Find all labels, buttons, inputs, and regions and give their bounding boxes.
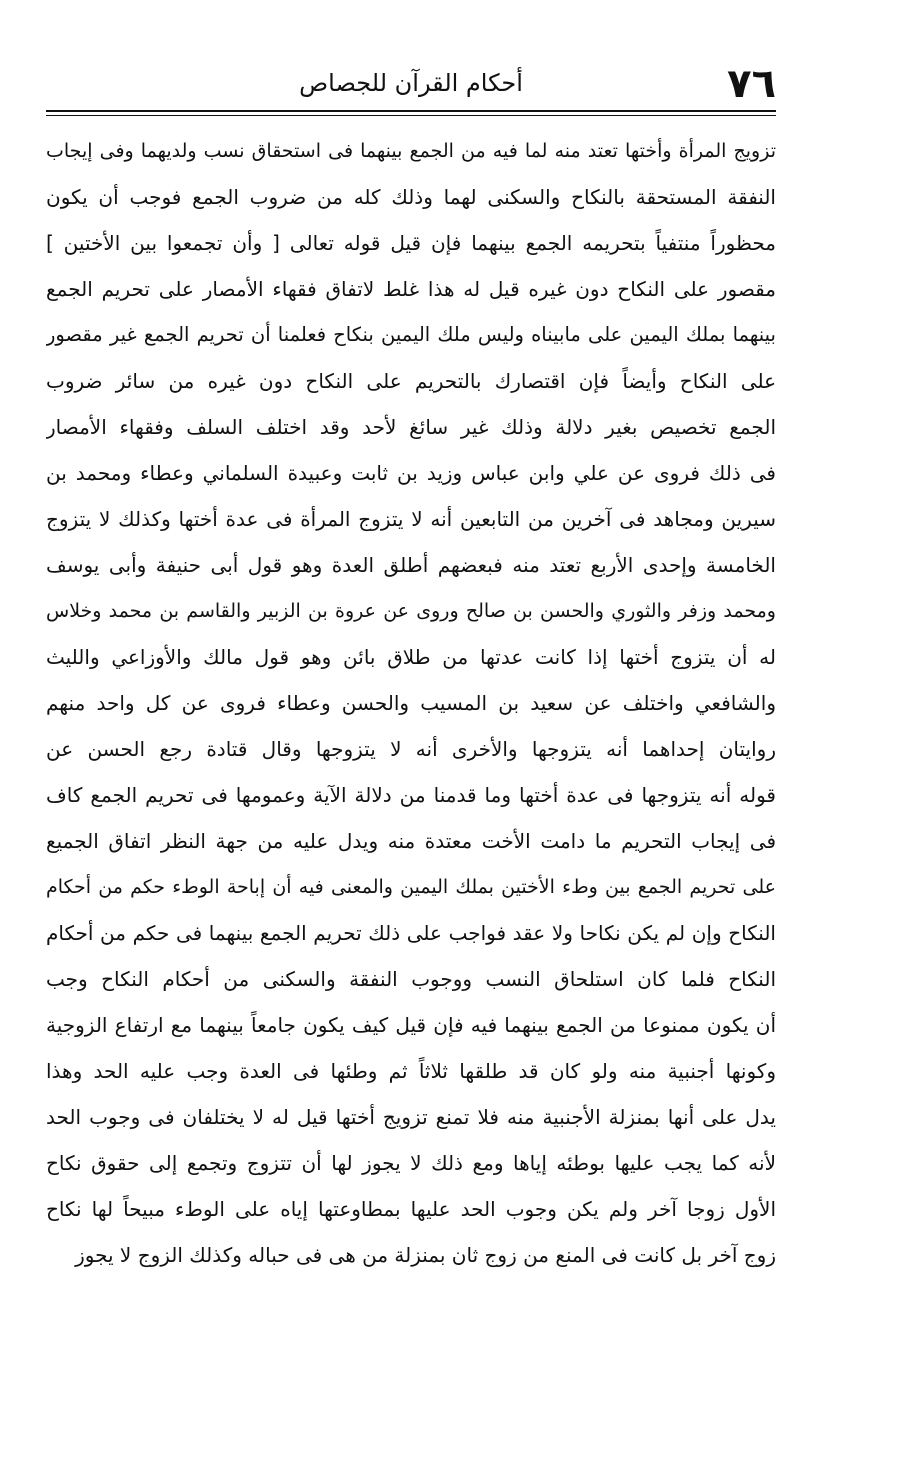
text-line: النكاح فلما كان استلحاق النسب ووجوب النفقة والسكنى من أحكام النكاح وجب: [46, 967, 776, 991]
header-rule: [46, 110, 776, 112]
text-line: فى ذلك فروى عن علي وابن عباس وزيد بن ثابت وعبيدة السلماني وعطاء ومحمد بن: [46, 461, 776, 485]
text-line: النكاح وإن لم يكن نكاحا ولا عقد فواجب على ذلك تحريم الجمع بينهما فى حكم من أحكام: [46, 921, 776, 945]
text-line: بينهما بملك اليمين على مابيناه وليس ملك اليمين بنكاح فعلمنا أن تحريم الجمع غير مقصور: [46, 323, 776, 346]
text-line: يدل على أنها بمنزلة الأجنبية منه فلا تمنع تزويج أختها قيل له لا يختلفان فى وجوب الحد: [46, 1105, 776, 1129]
page-header: [46, 60, 776, 110]
text-line: زوج آخر بل كانت فى المنع من زوج ثان بمنزلة من هى فى حباله وكذلك الزوج لا يجوز: [75, 1243, 776, 1267]
text-line: وكونها أجنبية منه ولو كان قد طلقها ثلاثاً ثم وطئها فى العدة وجب عليه الحد وهذا: [46, 1059, 776, 1083]
text-line: والشافعي واختلف عن سعيد بن المسيب والحسن وعطاء فروى عن كل واحد منهم: [46, 691, 776, 715]
text-line: الجمع تخصيص بغير دلالة وذلك غير سائغ لأحد وقد اختلف السلف وفقهاء الأمصار: [46, 415, 776, 439]
text-line: أن يكون ممنوعا من الجمع بينهما فيه فإن قيل كيف يكون جامعاً بينهما مع ارتفاع الزوجية: [46, 1013, 776, 1037]
text-line: روايتان إحداهما أنه يتزوجها والأخرى أنه لا يتزوجها وقال قتادة رجع الحسن عن: [46, 737, 776, 761]
body-text: [46, 128, 776, 1278]
running-title: أحكام القرآن للجصاص: [299, 69, 523, 97]
text-line: النفقة المستحقة بالنكاح والسكنى لهما وذلك كله من ضروب الجمع فوجب أن يكون: [46, 185, 776, 209]
text-line: لأنه كما يجب عليها بوطئه إياها ومع ذلك لا يجوز لها أن تتزوج وتجمع إلى حقوق نكاح: [46, 1151, 776, 1175]
text-line: على تحريم الجمع بين وطء الأختين بملك اليمين والمعنى فيه أن إباحة الوطء حكم من أحكام: [46, 876, 776, 898]
text-line: الأول زوجا آخر ولم يكن وجوب الحد عليها بمطاوعتها إياه على الوطء مبيحاً لها نكاح: [46, 1197, 776, 1221]
text-line: قوله أنه يتزوجها فى عدة أختها وما قدمنا من دلالة الآية وعمومها فى تحريم الجمع كاف: [46, 783, 776, 807]
text-line: ومحمد وزفر والثوري والحسن بن صالح وروى عن عروة بن الزبير والقاسم بن محمد وخلاس: [46, 600, 776, 622]
page-number: ٧٦: [727, 61, 776, 107]
text-line: سيرين ومجاهد فى آخرين من التابعين أنه لا يتزوج المرأة فى عدة أختها وكذلك لا يتزوج: [46, 507, 776, 531]
text-line: على النكاح وأيضاً فإن اقتصارك بالتحريم على النكاح دون غيره من سائر ضروب: [46, 369, 776, 393]
text-line: الخامسة وإحدى الأربع تعتد منه فبعضهم أطلق العدة وهو قول أبى حنيفة وأبى يوسف: [46, 553, 776, 577]
text-line: فى إيجاب التحريم ما دامت الأخت معتدة منه ويدل عليه من جهة النظر اتفاق الجميع: [46, 829, 776, 853]
text-line: له أن يتزوج أختها إذا كانت عدتها من طلاق بائن وهو قول مالك والأوزاعي والليث: [46, 645, 776, 669]
text-line: محظوراً منتفياً بتحريمه الجمع بينهما فإن قيل قوله تعالى [ وأن تجمعوا بين الأختين ]: [46, 231, 776, 255]
text-line: مقصور على النكاح دون غيره قيل له هذا غلط لاتفاق فقهاء الأمصار على تحريم الجمع: [46, 277, 776, 301]
text-line: تزويج المرأة وأختها تعتد منه لما فيه من الجمع بينهما فى استحقاق نسب ولديهما وفى إيجاب: [46, 140, 776, 162]
header-rule-thin: [46, 115, 776, 116]
